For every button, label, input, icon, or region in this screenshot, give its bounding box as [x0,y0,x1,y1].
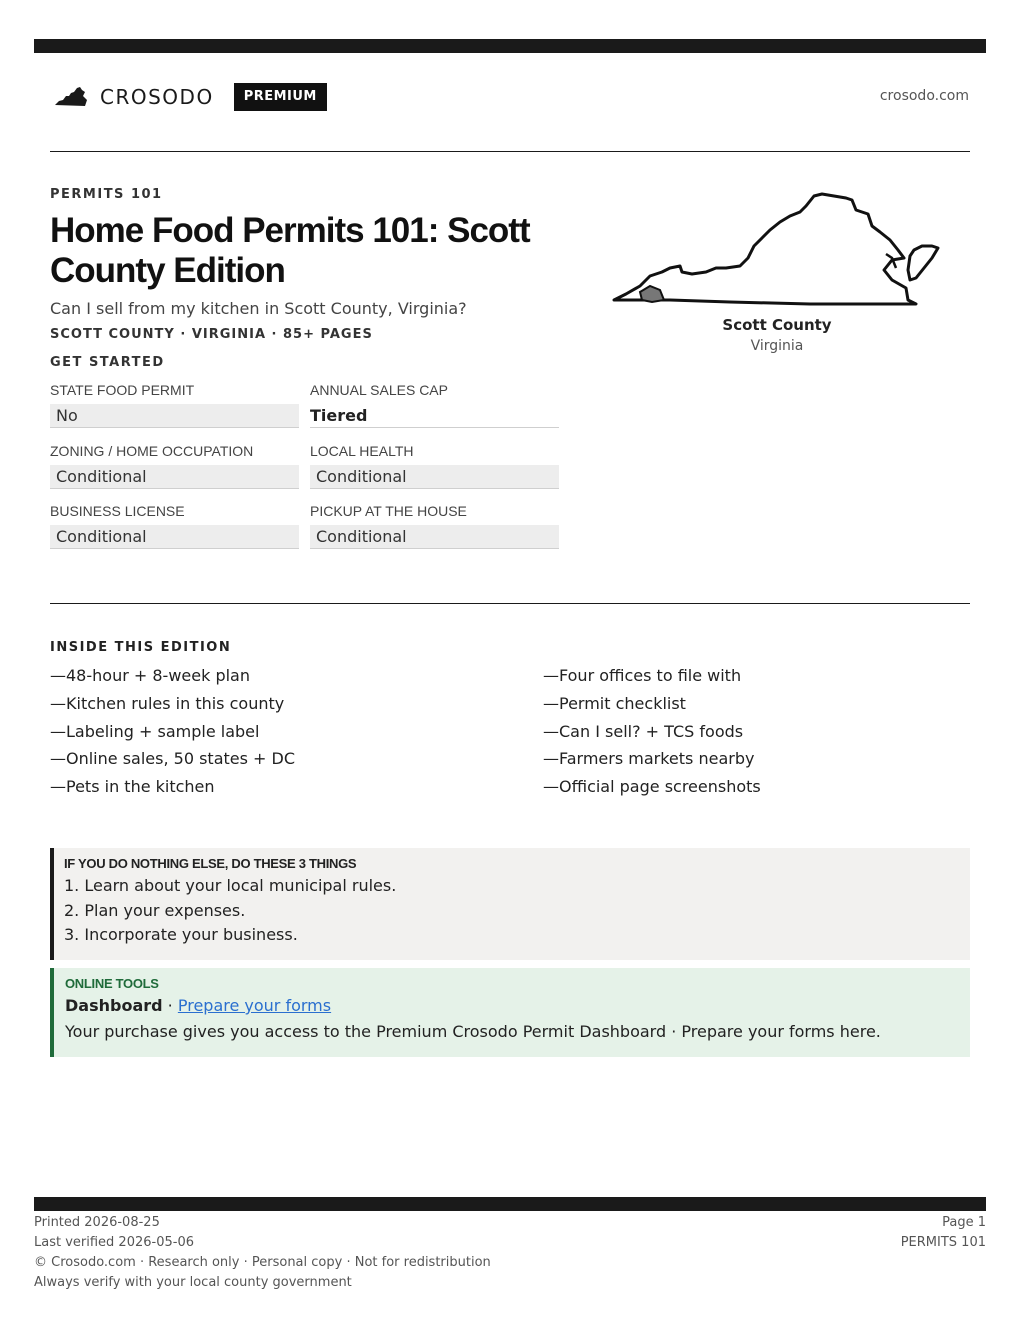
three-things-callout [50,848,970,960]
field-state-food-permit [50,382,299,428]
page-subtitle: Can I sell from my kitchen in Scott County, Virginia? [50,299,467,318]
list-item: —Pets in the kitchen [50,777,215,797]
map-county-label: Scott County [722,316,832,334]
brand-name: CROSODO [100,85,214,109]
footer-section: PERMITS 101 [900,1235,986,1250]
callout-step: 3. Incorporate your business. [64,925,298,944]
field-value: No [50,404,299,428]
field-label: BUSINESS LICENSE [50,503,185,519]
field-label: PICKUP AT THE HOUSE [310,503,467,519]
field-value: Tiered [310,404,559,428]
field-annual-sales-cap [310,382,559,428]
footer-bar [34,1197,986,1211]
field-business-license [50,503,299,549]
list-item: —Kitchen rules in this county [50,693,285,713]
header-divider [50,151,970,152]
field-pickup [310,503,559,549]
inside-edition-heading: INSIDE THIS EDITION [50,640,232,655]
page-number: Page 1 [942,1215,986,1230]
callout-step: 1. Learn about your local municipal rules. [64,876,397,895]
field-label: LOCAL HEALTH [310,443,414,459]
section-kicker: PERMITS 101 [50,187,163,202]
list-item: —Farmers markets nearby [543,749,755,769]
inside-list-right [543,666,761,805]
field-zoning [50,443,299,489]
map-state-label: Virginia [750,338,804,354]
virginia-map [610,188,945,310]
page-title: Home Food Permits 101: Scott County Edition [50,211,530,290]
online-tools-panel [50,968,970,1057]
tools-description: Your purchase gives you access to the Premium Crosodo Permit Dashboard · Prepare your forms here. [65,1022,881,1041]
field-value: Conditional [50,525,299,549]
footer-left [34,1213,491,1293]
separator: · [162,996,178,1015]
footer-right [901,1213,986,1253]
get-started-heading: GET STARTED [50,355,165,370]
field-value: Conditional [310,525,559,549]
prepare-forms-link[interactable]: Prepare your forms [177,996,332,1015]
brand-logo[interactable] [54,82,327,112]
inside-list-left [50,666,295,805]
list-item: —Labeling + sample label [50,721,260,741]
list-item: —Official page screenshots [543,777,761,797]
tools-links-line [65,996,970,1022]
list-item: —Four offices to file with [543,666,742,685]
printed-date: Printed 2026-08-25 [34,1215,160,1230]
section-divider [50,603,970,604]
field-value: Conditional [50,465,299,489]
scott-county-marker [640,286,664,302]
field-local-health [310,443,559,489]
virginia-outline [614,194,916,304]
eastern-shore-outline [908,246,938,280]
callout-step: 2. Plan your expenses. [64,900,246,920]
site-url[interactable]: crosodo.com [879,88,969,104]
field-label: STATE FOOD PERMIT [50,382,195,398]
verify-advice: Always verify with your local county government [34,1275,352,1290]
verified-date: Last verified 2026-05-06 [34,1235,194,1250]
premium-badge: PREMIUM [234,83,327,111]
callout-heading: IF YOU DO NOTHING ELSE, DO THESE 3 THINGS [64,856,357,871]
list-item: —Online sales, 50 states + DC [50,749,296,769]
virginia-state-icon [54,86,88,108]
field-label: ANNUAL SALES CAP [310,382,448,398]
field-label: ZONING / HOME OCCUPATION [50,443,254,459]
field-value: Conditional [310,465,559,489]
dashboard-label: Dashboard [65,996,163,1015]
edition-meta: SCOTT COUNTY · VIRGINIA · 85+ PAGES [50,327,373,342]
header-bar [34,39,986,53]
list-item: —48-hour + 8-week plan [50,666,250,685]
list-item: —Permit checklist [543,693,686,713]
copyright-notice: © Crosodo.com · Research only · Personal copy · Not for redistribution [34,1255,491,1270]
list-item: —Can I sell? + TCS foods [543,721,744,741]
tools-heading: ONLINE TOOLS [65,976,159,991]
